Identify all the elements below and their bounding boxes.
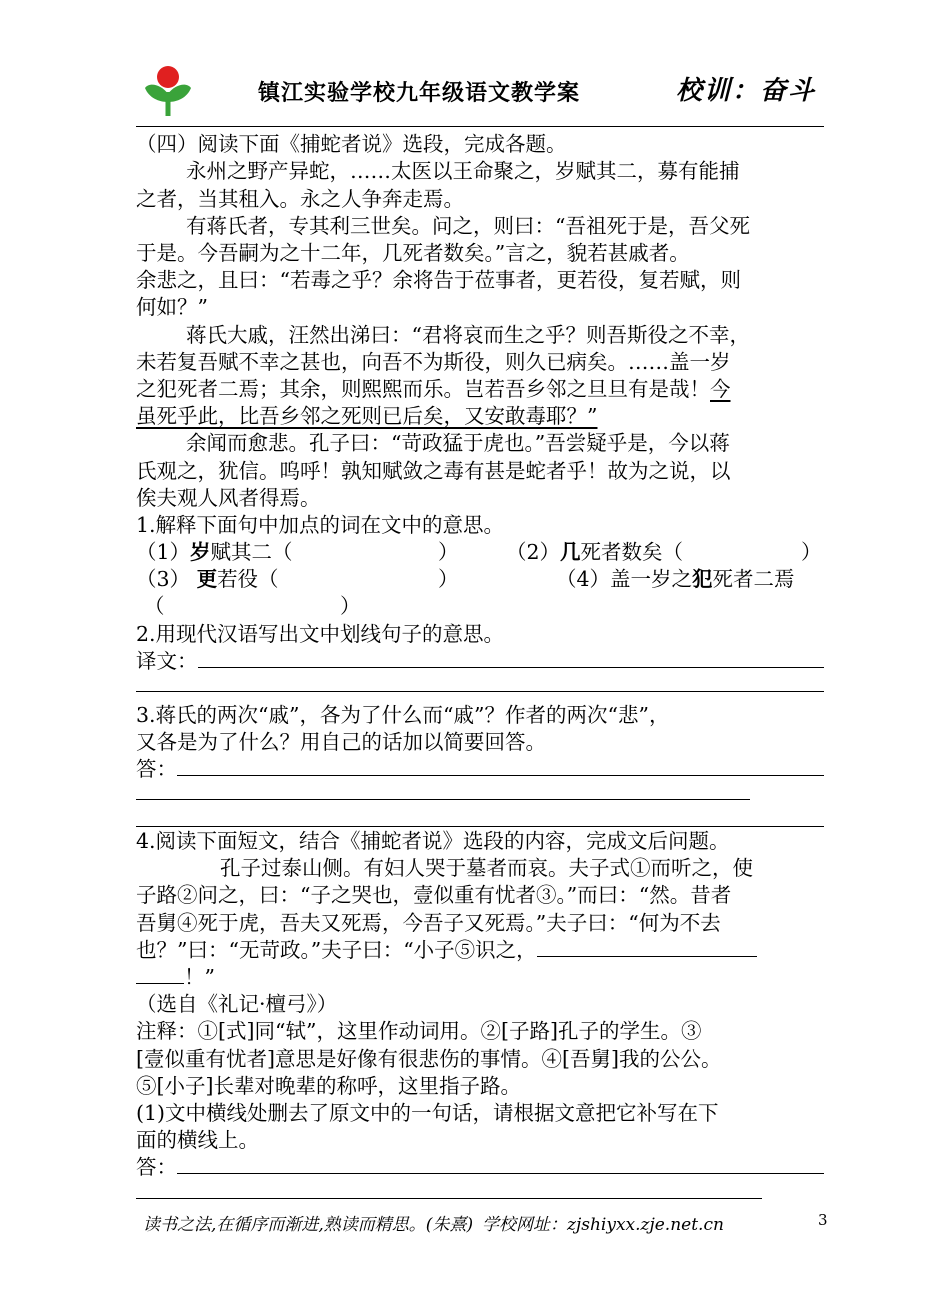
q1-item-4-close: ） [340,594,361,618]
footer-website: 学校网址：zjshiyxx.zje.net.cn [482,1215,724,1235]
section-heading: （四）阅读下面《捕蛇者说》选段，完成各题。 [136,132,567,156]
school-motto: 校训：奋斗 [676,76,817,106]
passage-line: 永州之野产异蛇，……太医以王命聚之，岁赋其二，募有能捕 [186,159,740,183]
dotted-word: 岁 [190,540,211,564]
dotted-word: 犯 [692,567,713,591]
question-2-prompt: 2.用现代汉语写出文中划线句子的意思。 [136,622,505,646]
passage-text: 之犯死者二焉；其余，则熙熙而乐。岂若吾乡邻之旦旦有是哉！ [136,377,710,401]
short-text: 也？”曰：“无苛政。”夫子曰：“小子⑤识之， [136,938,537,962]
short-text-line [136,937,836,963]
question-1-prompt: 1.解释下面句中加点的词在文中的意思。 [136,513,505,537]
q1-item-3: （3） 更若役（ [136,567,279,591]
q1-item-3-close: ） [438,567,459,591]
annotation-line: 注释：①[式]同“轼”，这里作动词用。②[子路]孔子的学生。③ [136,1019,702,1043]
short-text-line: 吾舅④死于虎，吾夫又死焉，今吾子又死焉。”夫子曰：“何为不去 [136,911,721,935]
answer-line[interactable] [198,649,824,668]
passage-line: 余闻而愈悲。孔子曰：“苛政猛于虎也。”吾尝疑乎是，今以蒋 [186,431,730,455]
short-text-line: 子路②问之，曰：“子之哭也，壹似重有忧者③。”而曰：“然。昔者 [136,883,732,907]
passage-line: 未若复吾赋不幸之甚也，向吾不为斯役，则久已病矣。……盖一岁 [136,350,731,374]
answer-line[interactable] [136,826,824,827]
header-rule [136,126,824,127]
question-3-answer[interactable] [136,756,836,782]
fill-in-blank[interactable] [136,965,184,984]
sub-question-1-answer[interactable] [136,1154,836,1180]
answer-label: 译文： [136,649,198,673]
passage-line [136,376,836,402]
passage-line: 氏观之，犹信。呜呼！孰知赋敛之毒有甚是蛇者乎！故为之说，以 [136,459,731,483]
short-text-line: 孔子过泰山侧。有妇人哭于墓者而哀。夫子式①而听之，使 [220,856,753,880]
short-text-line [136,964,836,990]
short-text: ！” [184,965,215,989]
q1-item-4: （4）盖一岁之犯死者二焉 [556,567,795,591]
underlined-sentence-start: 今 [710,377,731,401]
passage-line: 有蒋氏者，专其利三世矣。问之，则曰：“吾祖死于是，吾父死 [186,214,750,238]
question-2-answer[interactable] [136,648,836,674]
annotation-line: ⑤[小子]长辈对晚辈的称呼，这里指子路。 [136,1074,521,1098]
passage-line [136,403,836,429]
question-3-prompt-line: 又各是为了什么？用自己的话加以简要回答。 [136,730,546,754]
answer-line[interactable] [177,757,824,776]
dotted-word: 更 [196,567,218,591]
sub-question-1: (1)文中横线处删去了原文中的一句话，请根据文意把它补写在下 [136,1101,719,1125]
footer-quote: 读书之法,在循序而渐进,熟读而精思。(朱熹) [143,1215,474,1235]
fill-in-blank[interactable] [537,938,757,957]
annotation-line: [壹似重有忧者]意思是好像有很悲伤的事情。④[吾舅]我的公公。 [136,1047,722,1071]
question-3-prompt-line: 3.蒋氏的两次“戚”，各为了什么而“戚”？作者的两次“悲”， [136,703,670,727]
answer-line[interactable] [136,799,750,800]
q1-item-2: （2）几死者数矣（ [506,540,684,564]
dotted-word: 几 [560,540,581,564]
q1-item-4-open: （ [144,594,165,618]
underlined-sentence: 虽死乎此，比吾乡邻之死则已后矣，又安敢毒耶？” [136,404,598,428]
header-title: 镇江实验学校九年级语文教学案 [258,80,581,106]
page-number: 3 [818,1211,828,1229]
sub-question-1: 面的横线上。 [136,1128,259,1152]
answer-line[interactable] [177,1155,824,1174]
passage-line: 于是。今吾嗣为之十二年，几死者数矣。”言之，貌若甚戚者。 [136,241,690,265]
passage-line: 俟夫观人风者得焉。 [136,486,321,510]
answer-label: 答： [136,757,177,781]
passage-line: 余悲之，且曰：“若毒之乎？余将告于莅事者，更若役，复若赋，则 [136,268,741,292]
passage-line: 何如？” [136,295,208,319]
answer-label: 答： [136,1155,177,1179]
passage-line: 蒋氏大戚，汪然出涕曰：“君将哀而生之乎？则吾斯役之不幸， [186,323,750,347]
passage-line: 之者，当其租入。永之人争奔走焉。 [136,187,464,211]
q1-item-1: （1）岁赋其二（ [136,540,293,564]
answer-line[interactable] [136,1198,762,1199]
q1-item-2-close: ） [801,540,822,564]
answer-line[interactable] [136,691,824,692]
source-citation: （选自《礼记·檀弓》） [136,992,338,1016]
question-4-prompt: 4.阅读下面短文，结合《捕蛇者说》选段的内容，完成文后问题。 [136,829,730,853]
q1-item-1-close: ） [438,540,459,564]
school-logo-icon [143,64,193,116]
